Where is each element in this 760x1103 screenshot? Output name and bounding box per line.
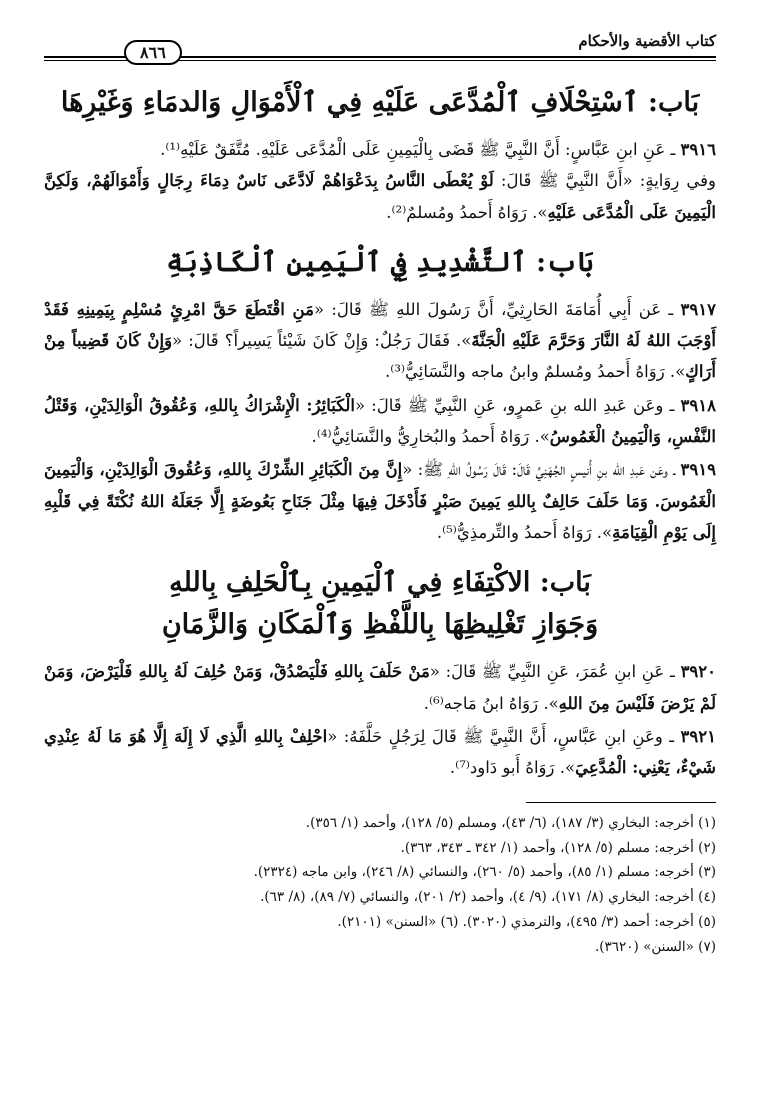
footnote-ref: ⁽²⁾ [391, 202, 407, 222]
hadith-text: ». فَقَالَ رَجُلٌ: وَإِنْ كَانَ شَيْئاً يَسِيراً؟ قَالَ: « [172, 331, 472, 351]
footnotes [44, 811, 716, 961]
hadith-attribution: ». رَوَاهُ أَحمدُ ومُسلمٌ وابنُ ماجه والنَّسَائِيُّ [405, 362, 686, 382]
hadith-text: ـ وعَن عَبدِ الله بنِ أُنيسٍ الجُهَنِيِّ قَالَ: قَالَ رَسُولُ اللهِ ﷺ: « [402, 460, 676, 480]
book-title: كتاب الأقضية والأحكام [578, 32, 716, 50]
footnote-7: (٧) «السنن» (٣٦٢٠). [594, 939, 716, 956]
hadith-number: ٣٩١٧ [680, 299, 716, 319]
chapter-title-line-2: وَجَوَازِ تَغْلِيظِهَا بِاللَّفْظِ وَٱلْمَكَانِ وَالزَّمَانِ [161, 609, 599, 641]
footnote-ref: ⁽⁴⁾ [316, 427, 332, 447]
hadith-3921: ٣٩٢١ ـ وعَنِ ابنِ عَبَّاسٍ، أَنَّ النَّبِيَّ ﷺ قَالَ لِرَجُلٍ حَلَّفَهُ: «احْلِفْ بِاللهِ الَّذِي لَا إِلَهَ إِلَّا هُوَ مَا لَهُ عِنْدِي شَيْءٌ، يَعْنِي: الْمُدَّعِيَ». رَوَاهُ أَبو دَاود⁽⁷⁾. [44, 726, 716, 778]
footnote-ref: ⁽⁷⁾ [455, 758, 470, 778]
footnote-separator [526, 802, 716, 803]
footnote-5-6: (٥) أخرجه: أحمد (٣/ ٤٩٥)، والترمذي (٣٠٢٠). (٦) «السنن» (٢١٠١). [337, 914, 716, 931]
hadith-3920: ٣٩٢٠ ـ عَنِ ابنِ عُمَرَ، عَنِ النَّبِيِّ ﷺ قَالَ: «مَنْ حَلَفَ بِاللهِ فَلْيَصْدُقْ، وَمَنْ حُلِفَ لَهُ بِاللهِ فَلْيَرْضَ، وَمَنْ لَمْ يَرْضَ فَلَيْسَ مِنَ اللهِ». رَوَاهُ ابنُ مَاجه⁽⁶⁾. [44, 662, 717, 713]
hadith-attribution: ». رَوَاهُ أَحمدُ والتِّرمذِيُّ [456, 523, 613, 543]
footnote-4: (٤) أخرجه: البخاري (٨/ ١٧١)، (٩/ ٤)، وأحمد (٢/ ٢٠١)، والنسائي (٧/ ٨٩)، (٨/ ٦٣). [260, 889, 716, 906]
footnote-1: (١) أخرجه: البخاري (٣/ ١٨٧)، (٦/ ٤٣)، ومسلم (٥/ ١٢٨)، وأحمد (١/ ٣٥٦). [305, 814, 716, 831]
hadith-3917: ٣٩١٧ ـ عَن أَبِي أُمَامَةَ الحَارِثِيِّ، أَنَّ رَسُولَ اللهِ ﷺ قَالَ: «مَنِ اقْتَطَعَ حَقَّ امْرِئٍ مُسْلِمٍ بِيَمِينِهِ فَقَدْ أَوْجَبَ اللهُ لَهُ النَّارَ وَحَرَّمَ عَلَيْهِ الْجَنَّةَ». فَقَالَ رَجُلٌ: وَإِنْ كَانَ شَيْئاً يَسِيراً؟ قَالَ: «وَإِنْ كَانَ قَضِيباً مِنْ أَرَاكٍ». رَوَاهُ أَحمدُ ومُسلمٌ وابنُ ماجه والنَّسَائِيُّ⁽³⁾. [44, 299, 717, 382]
hadith-quote: وَإِنْ كَانَ قَضِيباً مِنْ أَرَاكٍ [44, 331, 716, 382]
chapter-title-2: بَاب: ٱلتَّشْدِيدِ فِي ٱلْيَمِينِ ٱلْكَاذِبَةِ [166, 246, 594, 278]
footnote-3: (٣) أخرجه: مسلم (١/ ٨٥)، وأحمد (٥/ ٢٦٠)، والنسائي (٨/ ٢٤٦)، وابن ماجه (٢٣٢٤). [253, 864, 716, 881]
hadith-quote: لَوْ يُعْطَى النَّاسُ بِدَعْوَاهُمْ لَادَّعَى نَاسٌ دِمَاءَ رِجَالٍ وَأَمْوَالَهُمْ، وَلَكِنَّ الْيَمِينَ عَلَى الْمُدَّعَى عَلَيْهِ [44, 171, 716, 222]
hadith-attribution: ». رَوَاهُ أَبو دَاود [469, 758, 576, 778]
hadith-number: ٣٩٢٠ [680, 662, 717, 682]
chapter-title-line-1: بَاب: الاكْتِفَاءِ فِي ٱلْيَمِينِ بِٱلْحَلِفِ بِاللهِ [169, 567, 591, 599]
hadith-quote: احْلِفْ بِاللهِ الَّذِي لَا إِلَهَ إِلَّا هُوَ مَا لَهُ عِنْدِي شَيْءٌ، يَعْنِي: الْمُدَّعِيَ [44, 726, 716, 778]
hadith-quote: مَنْ حَلَفَ بِاللهِ فَلْيَصْدُقْ، وَمَنْ حُلِفَ لَهُ بِاللهِ فَلْيَرْضَ، وَمَنْ لَمْ يَرْضَ فَلَيْسَ مِنَ اللهِ [44, 662, 716, 713]
hadith-number: ٣٩١٩ [680, 460, 716, 480]
chapter-title-1: بَاب: ٱسْتِحْلَافِ ٱلْمُدَّعَى عَلَيْهِ فِي ٱلْأَمْوَالِ وَالدمَاءِ وَغَيْرِهَا [60, 87, 700, 118]
footnote-ref: ⁽³⁾ [390, 362, 406, 382]
hadith-quote: الْكَبَائِرُ: الْإِشْرَاكُ بِاللهِ، وَعُقُوقُ الْوَالِدَيْنِ، وَقَتْلُ النَّفْسِ، وَالْيَمِينُ الْغَمُوسُ [44, 395, 716, 447]
hadith-text: ـ عَنِ ابنِ عُمَرَ، عَنِ النَّبِيِّ ﷺ قَالَ: « [429, 662, 675, 682]
footnote-ref: ⁽¹⁾ [165, 139, 181, 159]
hadith-attribution: ». رَوَاهُ أَحمدُ والبُخارِيُّ والنَّسَائِيُّ [331, 427, 550, 447]
hadith-3919: ٣٩١٩ ـ وعَن عَبدِ الله بنِ أُنيسٍ الجُهَنِيِّ قَالَ: قَالَ رَسُولُ اللهِ ﷺ: «إِنَّ مِنَ الْكَبَائِرِ الشِّرْكَ بِاللهِ، وَعُقُوقَ الْوَالِدَيْنِ، وَالْيَمِينَ الْغَمُوسَ. وَمَا حَلَفَ حَالِفٌ بِاللهِ يَمِينَ صَبْرٍ فَأَدْخَلَ فِيهَا مِثْلَ جَنَاحِ بَعُوضَةٍ إِلَّا جَعَلَهُ اللهُ نُكْتَةً فِي قَلْبِهِ إِلَى يَوْمِ الْقِيَامَةِ». رَوَاهُ أَحمدُ والتِّرمذِيُّ⁽⁵⁾. [44, 460, 716, 543]
hadith-3918: ٣٩١٨ ـ وعَن عَبدِ الله بنِ عَمرٍو، عَنِ النَّبِيِّ ﷺ قَالَ: «الْكَبَائِرُ: الْإِشْرَاكُ بِاللهِ، وَعُقُوقُ الْوَالِدَيْنِ، وَقَتْلُ النَّفْسِ، وَالْيَمِينُ الْغَمُوسُ». رَوَاهُ أَحمدُ والبُخارِيُّ والنَّسَائِيُّ⁽⁴⁾. [44, 395, 716, 447]
hadith-number: ٣٩٢١ [680, 726, 716, 746]
hadith-3916: ٣٩١٦ ـ عَنِ ابنِ عَبَّاسٍ: أَنَّ النَّبِيَّ ﷺ قَضَى بِالْيَمِينِ عَلَى الْمُدَّعَى عَلَيْهِ. مُتَّفَقٌ عَلَيْهِ⁽¹⁾. وفي رِوَايةٍ: «أَنَّ النَّبِيَّ ﷺ قَالَ: لَوْ يُعْطَى النَّاسُ بِدَعْوَاهُمْ لَادَّعَى نَاسٌ دِمَاءَ رِجَالٍ وَأَمْوَالَهُمْ، وَلَكِنَّ الْيَمِينَ عَلَى الْمُدَّعَى عَلَيْهِ». رَوَاهُ أَحمدُ ومُسلمٌ⁽²⁾. [44, 139, 717, 222]
hadith-number: ٣٩١٨ [680, 395, 716, 415]
hadith-text: ـ وعَنِ ابنِ عَبَّاسٍ، أَنَّ النَّبِيَّ ﷺ قَالَ لِرَجُلٍ حَلَّفَهُ: « [327, 726, 675, 746]
hadith-text: ـ وعَن عَبدِ الله بنِ عَمرٍو، عَنِ النَّبِيِّ ﷺ قَالَ: « [354, 395, 675, 415]
footnote-2: (٢) أخرجه: مسلم (٥/ ١٢٨)، وأحمد (١/ ٣٤٢ ـ ٣٤٣، ٣٦٣). [400, 839, 716, 856]
footnote-ref: ⁽⁵⁾ [442, 523, 457, 543]
hadith-attribution: ». رَوَاهُ ابنُ مَاجه [443, 693, 559, 713]
page-header [44, 28, 716, 68]
hadith-attribution: ». رَوَاهُ أَحمدُ ومُسلمٌ [406, 202, 548, 222]
hadith-quote: إِنَّ مِنَ الْكَبَائِرِ الشِّرْكَ بِاللهِ، وَعُقُوقَ الْوَالِدَيْنِ، وَالْيَمِينَ الْغَمُوسَ. وَمَا حَلَفَ حَالِفٌ بِاللهِ يَمِينَ صَبْرٍ فَأَدْخَلَ فِيهَا مِثْلَ جَنَاحِ بَعُوضَةٍ إِلَّا جَعَلَهُ اللهُ نُكْتَةً فِي قَلْبِهِ إِلَى يَوْمِ الْقِيَامَةِ [44, 460, 716, 543]
hadith-number: ٣٩١٦ [680, 139, 716, 159]
hadith-text: وفي رِوَايةٍ: «أَنَّ النَّبِيَّ ﷺ قَالَ: [500, 171, 717, 191]
hadith-text: ـ عَن أَبِي أُمَامَةَ الحَارِثِيِّ، أَنَّ رَسُولَ اللهِ ﷺ قَالَ: « [313, 299, 674, 319]
hadith-quote: مَنِ اقْتَطَعَ حَقَّ امْرِئٍ مُسْلِمٍ بِيَمِينِهِ فَقَدْ أَوْجَبَ اللهُ لَهُ النَّارَ وَحَرَّمَ عَلَيْهِ الْجَنَّةَ [44, 299, 717, 351]
page-number: ٨٦٦ [124, 40, 182, 65]
chapter-title-3 [44, 562, 716, 646]
hadith-text: ـ عَنِ ابنِ عَبَّاسٍ: أَنَّ النَّبِيَّ ﷺ قَضَى بِالْيَمِينِ عَلَى الْمُدَّعَى عَلَيْهِ. مُتَّفَقٌ عَلَيْهِ [180, 139, 676, 159]
footnote-ref: ⁽⁶⁾ [429, 693, 444, 713]
